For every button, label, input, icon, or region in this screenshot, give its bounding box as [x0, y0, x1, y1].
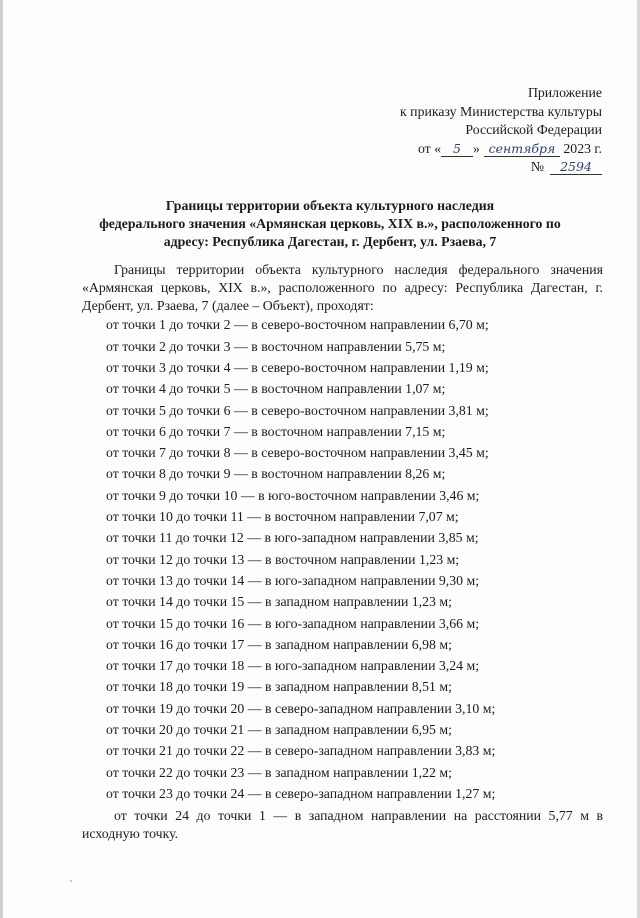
boundary-segment: от точки 14 до точки 15 — в западном направлении 1,23 м; — [106, 594, 452, 610]
boundary-segment: от точки 16 до точки 17 — в западном направлении 6,98 м; — [106, 636, 452, 652]
date-day-handwritten: 5 — [453, 140, 461, 156]
scan-edge-left — [0, 0, 3, 918]
date-year: 2023 г. — [563, 140, 602, 156]
boundary-list — [82, 314, 603, 843]
title-line-1: Границы территории объекта культурного наследия — [165, 198, 495, 213]
document-body — [82, 261, 603, 843]
boundary-segment: от точки 20 до точки 21 — в западном направлении 6,95 м; — [106, 722, 452, 738]
date-mid: » — [473, 140, 480, 156]
number-handwritten: 2594 — [560, 159, 592, 175]
appendix-block — [400, 84, 602, 177]
boundary-segment: от точки 22 до точки 23 — в западном направлении 1,22 м; — [106, 764, 452, 780]
boundary-segment: от точки 24 до точки 1 — в западном направлении на расстоянии 5,77 м в исходную точку. — [82, 808, 603, 842]
appendix-label: Приложение — [527, 85, 602, 100]
boundary-segment: от точки 6 до точки 7 — в восточном направлении 7,15 м; — [106, 423, 446, 439]
boundary-segment: от точки 8 до точки 9 — в восточном направлении 8,26 м; — [106, 466, 446, 482]
intro-paragraph: Границы территории объекта культурного наследия федерального значения «Армянская церковь, XIX в.», расположенного по адресу: Республика Дагестан, г. Дербент, ул. Рзаева, 7 (далее – Объект), проходят: — [82, 262, 603, 313]
number-field — [550, 159, 602, 175]
boundary-segment: от точки 18 до точки 19 — в западном направлении 8,51 м; — [106, 679, 452, 695]
boundary-segment: от точки 3 до точки 4 — в северо-восточном направлении 1,19 м; — [106, 359, 489, 375]
boundary-segment: от точки 17 до точки 18 — в юго-западном направлении 3,24 м; — [106, 658, 480, 674]
order-date — [400, 140, 602, 159]
boundary-segment: от точки 15 до точки 16 — в юго-западном направлении 3,66 м; — [106, 615, 480, 631]
boundary-segment: от точки 11 до точки 12 — в юго-западном направлении 3,85 м; — [106, 530, 479, 546]
boundary-segment: от точки 19 до точки 20 — в северо-западном направлении 3,10 м; — [106, 700, 496, 716]
boundary-segment: от точки 10 до точки 11 — в восточном направлении 7,07 м; — [106, 509, 459, 525]
scan-speck — [70, 880, 72, 882]
order-reference: к приказу Министерства культуры — [400, 103, 602, 119]
boundary-segment: от точки 23 до точки 24 — в северо-западном направлении 1,27 м; — [106, 785, 496, 801]
boundary-segment: от точки 13 до точки 14 — в юго-западном направлении 9,30 м; — [106, 572, 480, 588]
boundary-segment: от точки 9 до точки 10 — в юго-восточном направлении 3,46 м; — [106, 487, 480, 503]
ministry-name: Российской Федерации — [465, 122, 602, 138]
document-title — [60, 197, 600, 250]
number-prefix: № — [530, 159, 544, 175]
boundary-segment: от точки 12 до точки 13 — в восточном направлении 1,23 м; — [106, 551, 460, 567]
title-line-2: федерального значения «Армянская церковь, XIX в.», расположенного по — [99, 215, 561, 231]
title-line-3: адресу: Республика Дагестан, г. Дербент, ул. Рзаева, 7 — [163, 233, 497, 249]
boundary-segment: от точки 7 до точки 8 — в северо-восточном направлении 3,45 м; — [106, 445, 489, 461]
date-month-handwritten: сентября — [488, 140, 556, 156]
date-month-field — [484, 141, 560, 157]
order-number — [400, 158, 602, 177]
boundary-segment: от точки 1 до точки 2 — в северо-восточном направлении 6,70 м; — [106, 317, 489, 333]
date-prefix: от « — [417, 140, 442, 156]
date-day-field — [441, 141, 473, 157]
boundary-segment: от точки 4 до точки 5 — в восточном направлении 1,07 м; — [106, 381, 446, 397]
boundary-segment: от точки 2 до точки 3 — в восточном направлении 5,75 м; — [106, 338, 446, 354]
boundary-segment: от точки 21 до точки 22 — в северо-западном направлении 3,83 м; — [106, 743, 496, 759]
boundary-segment: от точки 5 до точки 6 — в северо-восточном направлении 3,81 м; — [106, 402, 489, 418]
